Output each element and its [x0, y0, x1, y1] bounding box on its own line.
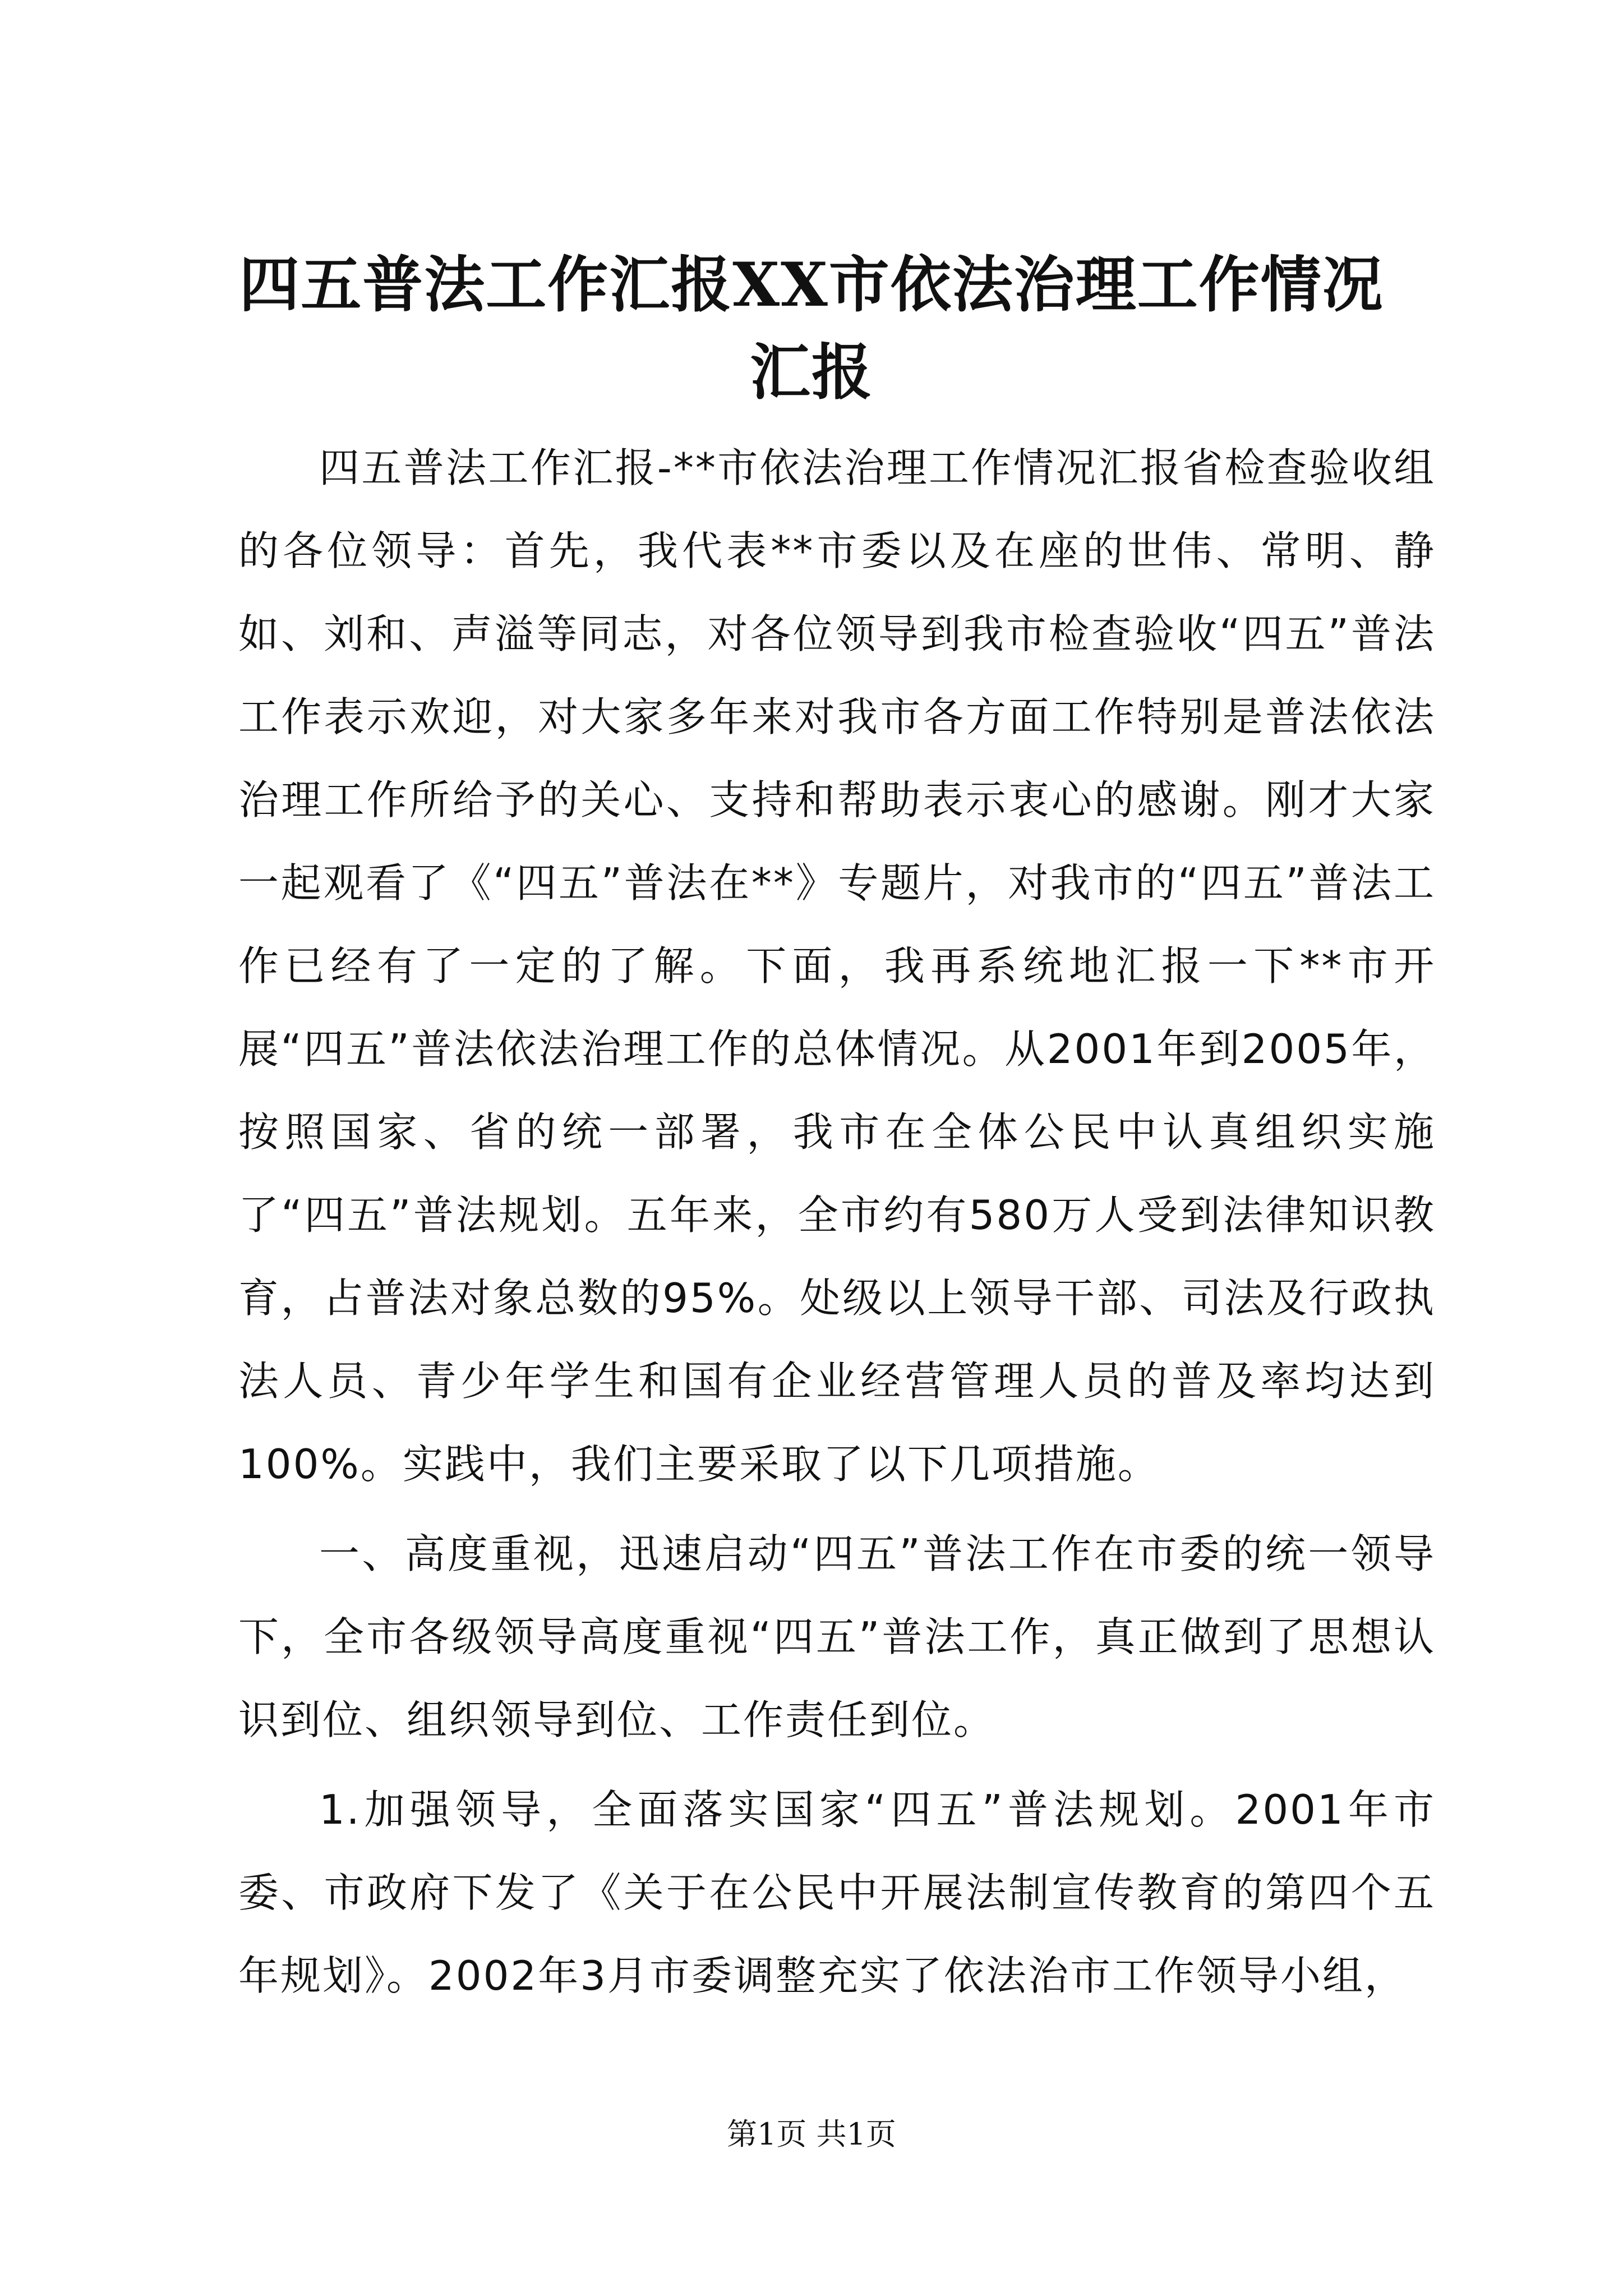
document-title: 四五普法工作汇报XX市依法治理工作情况汇报	[239, 250, 1384, 408]
paragraph-section-one: 一、高度重视，迅速启动“四五”普法工作在市委的统一领导下，全市各级领导高度重视“四五”普法工作，真正做到了思想认识到位、组织领导到位、工作责任到位。	[238, 1530, 1436, 1743]
page-footer: 第1页 共1页	[727, 2116, 896, 2152]
paragraph-intro: 四五普法工作汇报-**市依法治理工作情况汇报省检查验收组的各位领导：首先，我代表**市委以及在座的世伟、常明、静如、刘和、声溢等同志，对各位领导到我市检查验收“四五”普法工作表示欢迎，对大家多年来对我市各方面工作特别是普法依法治理工作所给予的关心、支持和帮助表示衷心的感谢。刚才大家一起观看了《“四五”普法在**》专题片，对我市的“四五”普法工作已经有了一定的了解。下面，我再系统地汇报一下**市开展“四五”普法依法治理工作的总体情况。从2001年到2005年，按照国家、省的统一部署，我市在全体公民中认真组织实施了“四五”普法规划。五年来，全市约有580万人受到法律知识教育，占普法对象总数的95%。处级以上领导干部、司法及行政执法人员、青少年学生和国有企业经营管理人员的普及率均达到100%。实践中，我们主要采取了以下几项措施。	[238, 444, 1436, 1488]
paragraph-item-one: 1.加强领导，全面落实国家“四五”普法规划。2001年市委、市政府下发了《关于在公民中开展法制宣传教育的第四个五年规划》。2002年3月市委调整充实了依法治市工作领导小组，	[238, 1786, 1436, 1999]
document-body	[238, 426, 1436, 2024]
